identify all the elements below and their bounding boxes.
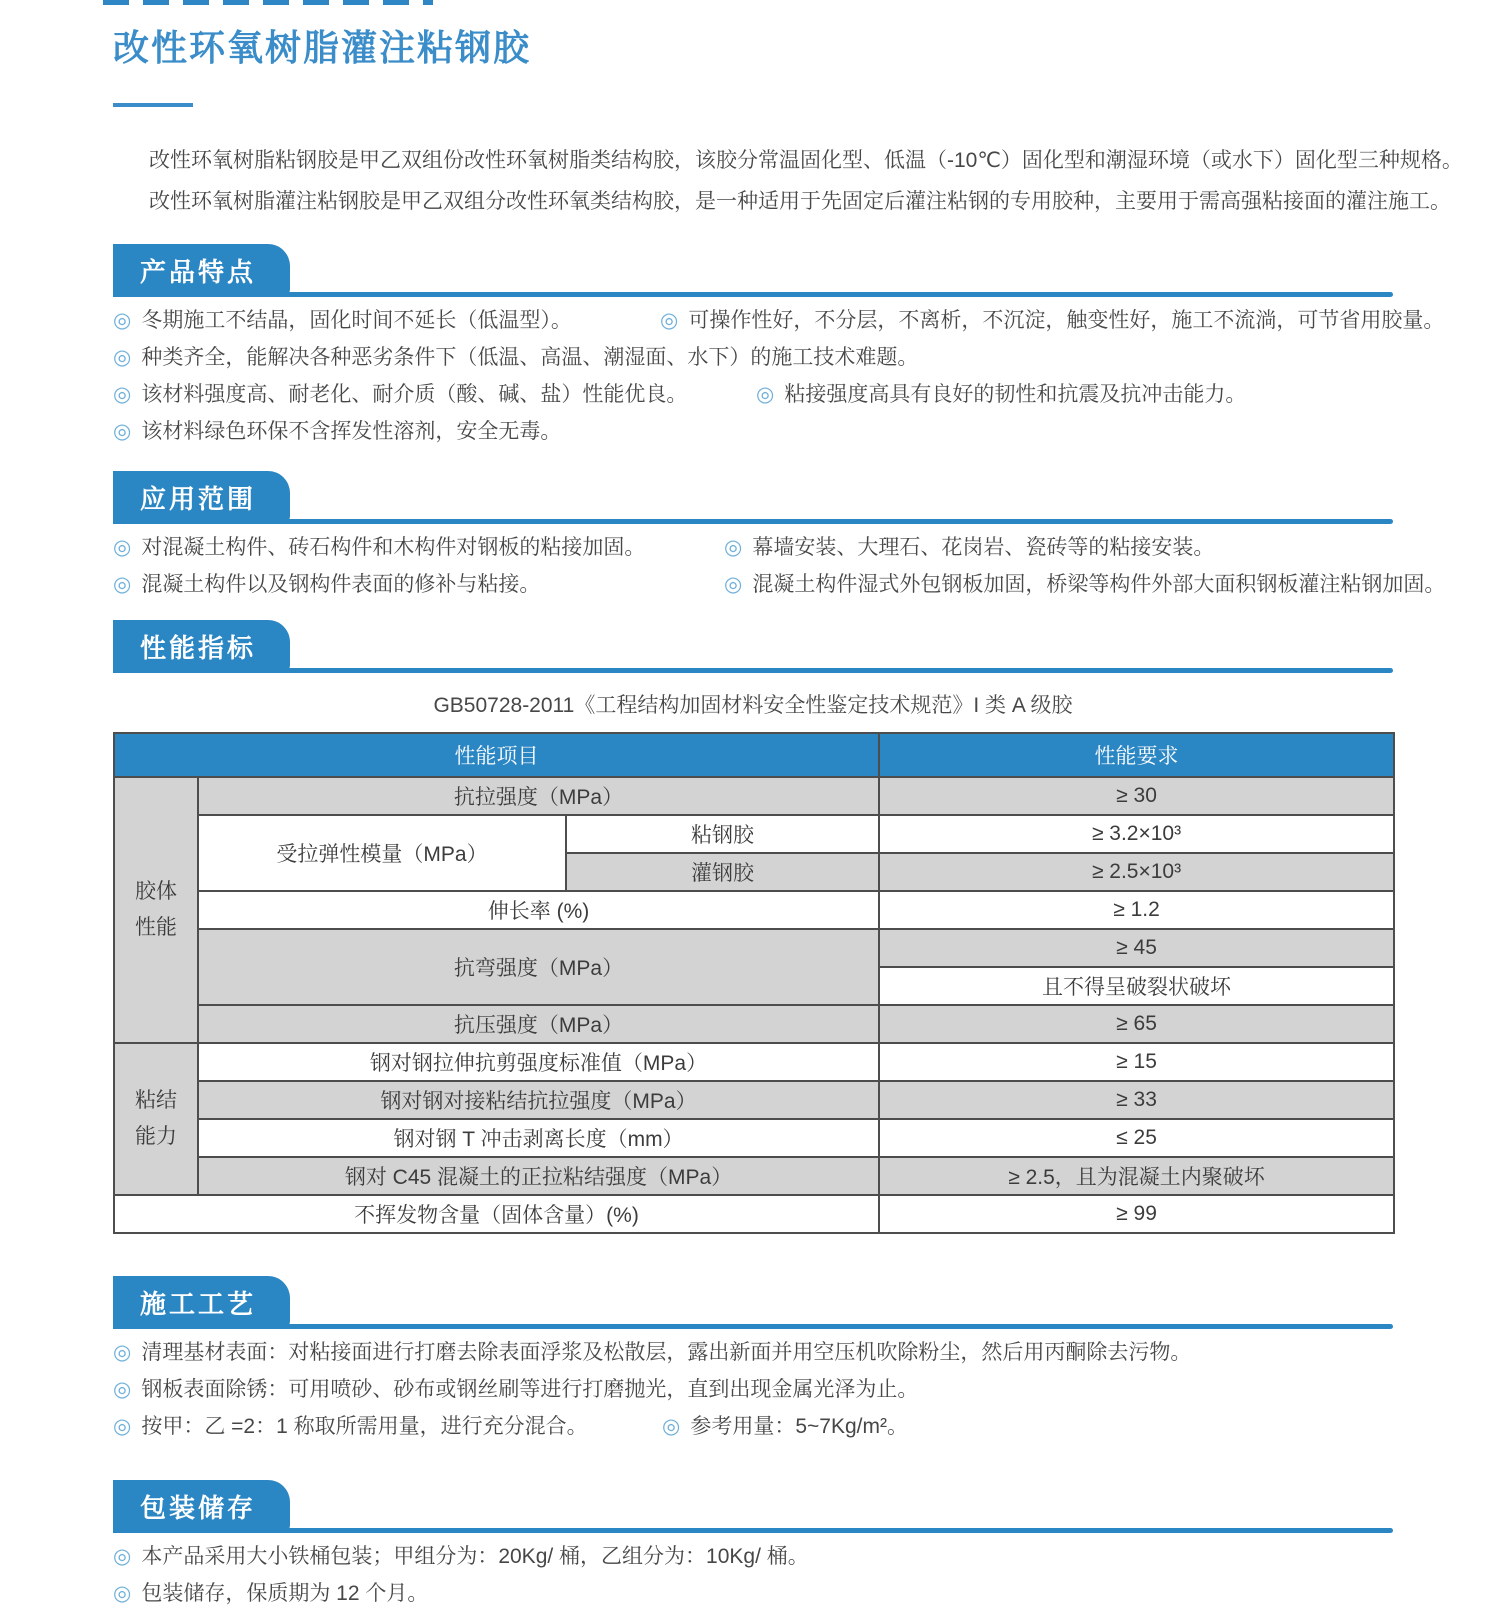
bullet-item [724, 572, 1445, 598]
section-header [113, 475, 1393, 524]
bullet-icon: ◎ [660, 309, 679, 332]
bullet-icon: ◎ [113, 1341, 132, 1364]
section-title: 施工工艺 [140, 1289, 257, 1319]
sub-cell: 灌钢胶 [566, 853, 879, 891]
bullet-text: 混凝土构件以及钢构件表面的修补与粘接。 [141, 573, 541, 596]
bullet-item [660, 308, 1444, 334]
bullet-text: 按甲：乙 =2：1 称取所需用量，进行充分混合。 [141, 1415, 588, 1438]
value-cell: ≥ 1.2 [879, 891, 1394, 929]
bullet-row [113, 345, 1503, 371]
bullet-icon: ◎ [662, 1415, 681, 1438]
table-row [114, 891, 1394, 929]
value-cell: ≥ 30 [879, 777, 1394, 815]
bullet-item [113, 346, 918, 369]
bullet-icon: ◎ [113, 536, 132, 559]
bullet-icon: ◎ [113, 383, 132, 406]
section-packaging [113, 1484, 1503, 1607]
section-bar [113, 292, 1393, 297]
table-row [114, 1157, 1394, 1195]
group-cell: 胶体性能 [114, 777, 198, 1043]
bullet-item [113, 383, 687, 406]
property-cell: 抗拉强度（MPa） [198, 777, 879, 815]
performance-standard-caption: GB50728-2011《工程结构加固材料安全性鉴定技术规范》I 类 A 级胶 [433, 694, 1073, 717]
value-cell: ≥ 2.5×10³ [879, 853, 1394, 891]
section-bar [113, 668, 1393, 673]
section-applications [113, 475, 1503, 598]
value-cell: ≥ 45 [879, 929, 1394, 967]
table-header-row [114, 733, 1394, 777]
property-cell: 抗弯强度（MPa） [198, 929, 879, 1005]
performance-table [113, 732, 1395, 1234]
bullet-row [113, 382, 1503, 408]
bullet-text: 本产品采用大小铁桶包装；甲组分为：20Kg/ 桶，乙组分为：10Kg/ 桶。 [141, 1545, 809, 1568]
page-title: 改性环氧树脂灌注粘钢胶 [113, 27, 532, 68]
property-cell: 伸长率 (%) [198, 891, 879, 929]
bullet-icon: ◎ [113, 1582, 132, 1605]
bullet-row [113, 1544, 1503, 1570]
property-cell: 钢对 C45 混凝土的正拉粘结强度（MPa） [198, 1157, 879, 1195]
bullet-text: 参考用量：5~7Kg/m²。 [690, 1415, 908, 1438]
bullet-text: 粘接强度高具有良好的韧性和抗震及抗冲击能力。 [784, 383, 1247, 406]
section-title: 应用范围 [140, 484, 257, 514]
cropped-text-fragment [103, 0, 433, 5]
section-pill [113, 1276, 290, 1329]
bullet-icon: ◎ [113, 573, 132, 596]
bullet-text: 混凝土构件湿式外包钢板加固，桥梁等构件外部大面积钢板灌注粘钢加固。 [752, 573, 1446, 596]
table-row [114, 1081, 1394, 1119]
section-header [113, 248, 1393, 297]
bullet-row [113, 308, 1503, 334]
property-cell: 钢对钢 T 冲击剥离长度（mm） [198, 1119, 879, 1157]
value-cell: ≤ 25 [879, 1119, 1394, 1157]
bullet-item [724, 535, 1214, 561]
property-cell: 钢对钢拉伸抗剪强度标准值（MPa） [198, 1043, 879, 1081]
intro-paragraph-2: 改性环氧树脂灌注粘钢胶是甲乙双组分改性环氧类结构胶，是一种适用于先固定后灌注粘钢的专用胶种，主要用于需高强粘接面的灌注施工。 [149, 190, 1451, 213]
bullet-row [113, 1581, 1503, 1607]
value-cell: ≥ 2.5，且为混凝土内聚破坏 [879, 1157, 1394, 1195]
intro-block [113, 140, 1503, 222]
table-row [114, 1043, 1394, 1081]
bullet-item [113, 309, 572, 332]
section-features [113, 248, 1503, 445]
section-pill [113, 620, 290, 673]
bullet-text: 可操作性好，不分层，不离析，不沉淀，触变性好，施工不流淌，可节省用胶量。 [688, 309, 1445, 332]
bullet-item [113, 1545, 809, 1568]
bullet-text: 包装储存，保质期为 12 个月。 [141, 1582, 429, 1605]
section-pill [113, 244, 290, 297]
bullet-icon: ◎ [113, 1415, 132, 1438]
bullet-text: 清理基材表面：对粘接面进行打磨去除表面浮浆及松散层，露出新面并用空压机吹除粉尘，然后用丙酮除去污物。 [141, 1341, 1192, 1364]
table-row [114, 929, 1394, 967]
value-cell: ≥ 99 [879, 1195, 1394, 1233]
bullet-item [756, 382, 1246, 408]
value-cell: 且不得呈破裂状破坏 [879, 967, 1394, 1005]
bullet-item [113, 1378, 918, 1401]
table-row [114, 1119, 1394, 1157]
bullet-icon: ◎ [113, 309, 132, 332]
bullet-item [113, 1582, 428, 1605]
bullet-item [113, 1341, 1191, 1364]
bullet-item [113, 573, 540, 596]
bullet-row [113, 1414, 1503, 1440]
title-underline [113, 103, 193, 107]
section-bar [113, 519, 1393, 524]
bullet-text: 该材料强度高、耐老化、耐介质（酸、碱、盐）性能优良。 [141, 383, 688, 406]
section-title: 性能指标 [140, 633, 257, 663]
bullet-item [113, 420, 561, 443]
table-row [114, 777, 1394, 815]
bullet-text: 冬期施工不结晶，固化时间不延长（低温型）。 [141, 309, 572, 332]
bullet-icon: ◎ [724, 536, 743, 559]
bullet-icon: ◎ [113, 346, 132, 369]
bullet-icon: ◎ [113, 1378, 132, 1401]
section-pill [113, 471, 290, 524]
value-cell: ≥ 33 [879, 1081, 1394, 1119]
section-header [113, 624, 1393, 673]
bullet-row [113, 535, 1503, 561]
property-cell: 不挥发物含量（固体含量）(%) [114, 1195, 879, 1233]
bullet-icon: ◎ [113, 420, 132, 443]
bullet-icon: ◎ [756, 383, 775, 406]
section-process [113, 1280, 1503, 1440]
group-cell: 粘结能力 [114, 1043, 198, 1195]
section-title: 产品特点 [140, 257, 257, 287]
sub-cell: 粘钢胶 [566, 815, 879, 853]
bullet-item [662, 1414, 908, 1440]
property-cell: 钢对钢对接粘结抗拉强度（MPa） [198, 1081, 879, 1119]
bullet-row [113, 1340, 1503, 1366]
bullet-text: 对混凝土构件、砖石构件和木构件对钢板的粘接加固。 [141, 536, 646, 559]
table-header-requirement: 性能要求 [879, 733, 1394, 777]
value-cell: ≥ 3.2×10³ [879, 815, 1394, 853]
section-header [113, 1280, 1393, 1329]
section-bar [113, 1324, 1393, 1329]
bullet-text: 该材料绿色环保不含挥发性溶剂，安全无毒。 [141, 420, 562, 443]
bullet-icon: ◎ [724, 573, 743, 596]
section-pill [113, 1480, 290, 1533]
bullet-icon: ◎ [113, 1545, 132, 1568]
table-row [114, 815, 1394, 853]
table-row [114, 1005, 1394, 1043]
value-cell: ≥ 65 [879, 1005, 1394, 1043]
table-header-item: 性能项目 [114, 733, 879, 777]
intro-paragraph-1: 改性环氧树脂粘钢胶是甲乙双组份改性环氧树脂类结构胶，该胶分常温固化型、低温（-10℃）固化型和潮湿环境（或水下）固化型三种规格。 [149, 149, 1463, 172]
bullet-text: 种类齐全，能解决各种恶劣条件下（低温、高温、潮湿面、水下）的施工技术难题。 [141, 346, 919, 369]
bullet-item [113, 1415, 588, 1438]
bullet-text: 幕墙安装、大理石、花岗岩、瓷砖等的粘接安装。 [752, 536, 1215, 559]
section-title: 包装储存 [140, 1493, 257, 1523]
bullet-row [113, 1377, 1503, 1403]
section-performance [113, 624, 1503, 1234]
bullet-row [113, 419, 1503, 445]
property-cell: 抗压强度（MPa） [198, 1005, 879, 1043]
property-cell: 受拉弹性模量（MPa） [198, 815, 566, 891]
bullet-row [113, 572, 1503, 598]
bullet-item [113, 536, 645, 559]
section-bar [113, 1528, 1393, 1533]
bullet-text: 钢板表面除锈：可用喷砂、砂布或钢丝刷等进行打磨抛光，直到出现金属光泽为止。 [141, 1378, 919, 1401]
table-row [114, 1195, 1394, 1233]
section-header [113, 1484, 1393, 1533]
value-cell: ≥ 15 [879, 1043, 1394, 1081]
